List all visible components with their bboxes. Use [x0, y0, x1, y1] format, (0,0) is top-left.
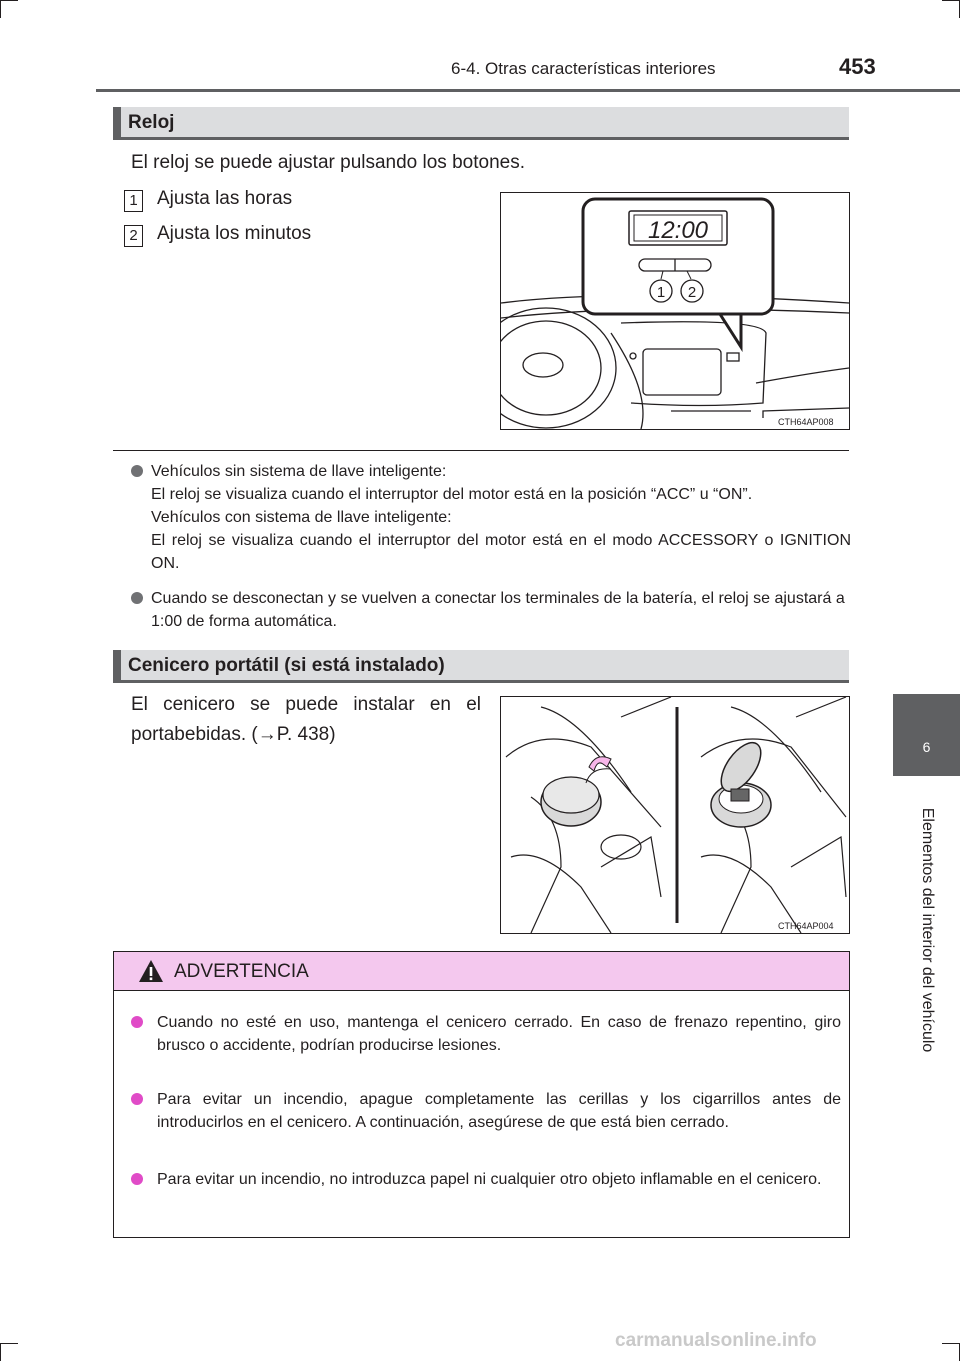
figure-code: CTH64AP008	[778, 417, 834, 427]
warning-header	[114, 952, 849, 991]
note-item	[131, 587, 851, 633]
bullet-dot	[131, 1016, 143, 1028]
ashtray-body-line: El cenicero se puede instalar en el	[131, 694, 481, 715]
crop-mark	[0, 0, 18, 1]
note-item	[131, 460, 851, 575]
watermark: carmanualsonline.info	[615, 1330, 817, 1351]
warning-item-text: Para evitar un incendio, apague completamente las cerillas y los cigarrillos antes de introducirlos en el cenicero. A continuación, asegúrese de que está bien cerrado.	[157, 1091, 841, 1131]
warning-item-text: Para evitar un incendio, no introduzca papel ni cualquier otro objeto inflamable en el cenicero.	[157, 1171, 822, 1188]
heading-bar	[113, 650, 121, 680]
bullet-dot	[131, 465, 143, 477]
warning-title: ADVERTENCIA	[174, 961, 309, 982]
section-heading-clock	[113, 107, 849, 140]
warning-item	[131, 1168, 841, 1191]
warning-triangle-icon	[138, 959, 164, 983]
chapter-tab	[893, 694, 960, 776]
bullet-dot	[131, 1093, 143, 1105]
item-label: Ajusta los minutos	[157, 223, 312, 244]
callout-number-box: 1	[124, 190, 143, 212]
clock-intro: El reloj se puede ajustar pulsando los botones.	[131, 152, 525, 173]
ashtray-body-line: portabebidas. (→P. 438)	[131, 724, 336, 745]
warning-item	[131, 1011, 841, 1057]
bullet-dot	[131, 1173, 143, 1185]
note-line: Cuando se desconectan y se vuelven a conectar los terminales de la batería, el reloj se ajustará a 1:00 de forma automática.	[151, 590, 845, 630]
warning-item	[131, 1088, 841, 1134]
note-line: El reloj se visualiza cuando el interruptor del motor está en la posición “ACC” u “ON”.	[151, 486, 753, 503]
warning-item-text: Cuando no esté en uso, mantenga el cenicero cerrado. En caso de frenazo repentino, giro brusco o accidente, podrían producirse lesiones.	[157, 1014, 841, 1054]
section-heading-text: Cenicero portátil (si está instalado)	[128, 655, 445, 676]
note-line: Vehículos sin sistema de llave inteligente:	[151, 463, 447, 480]
section-heading-text: Reloj	[128, 112, 175, 133]
warning-box	[113, 951, 850, 1238]
heading-bar	[113, 107, 121, 137]
header-rule	[96, 89, 960, 92]
dashboard-illustration	[501, 193, 849, 429]
callout-number-box: 2	[124, 225, 143, 247]
figure-code: CTH64AP004	[778, 921, 834, 931]
chapter-title-vertical	[893, 790, 960, 1070]
section-heading-ashtray	[113, 650, 849, 683]
crop-mark	[0, 1343, 1, 1361]
item-label: Ajusta las horas	[157, 188, 293, 209]
callout-label: 1	[656, 284, 666, 301]
chapter-number: 6	[922, 739, 931, 755]
crop-mark	[0, 1343, 18, 1344]
ashtray-illustration	[501, 697, 849, 933]
clock-display-text: 12:00	[647, 217, 709, 244]
crop-mark	[0, 0, 1, 18]
ashtray-figure	[500, 696, 850, 934]
page-number: 453	[839, 54, 876, 79]
section-rule	[113, 450, 849, 451]
crop-mark	[942, 1343, 960, 1344]
note-line: Vehículos con sistema de llave inteligente:	[151, 509, 452, 526]
callout-label: 2	[687, 284, 697, 301]
note-line: El reloj se visualiza cuando el interruptor del motor está en el modo ACCESSORY o IGNITION ON.	[151, 532, 851, 572]
bullet-dot	[131, 592, 143, 604]
clock-figure	[500, 192, 850, 430]
crop-mark	[942, 0, 960, 1]
running-header: 6-4. Otras características interiores	[451, 59, 716, 78]
chapter-title: Elementos del interior del vehículo	[918, 807, 936, 1053]
